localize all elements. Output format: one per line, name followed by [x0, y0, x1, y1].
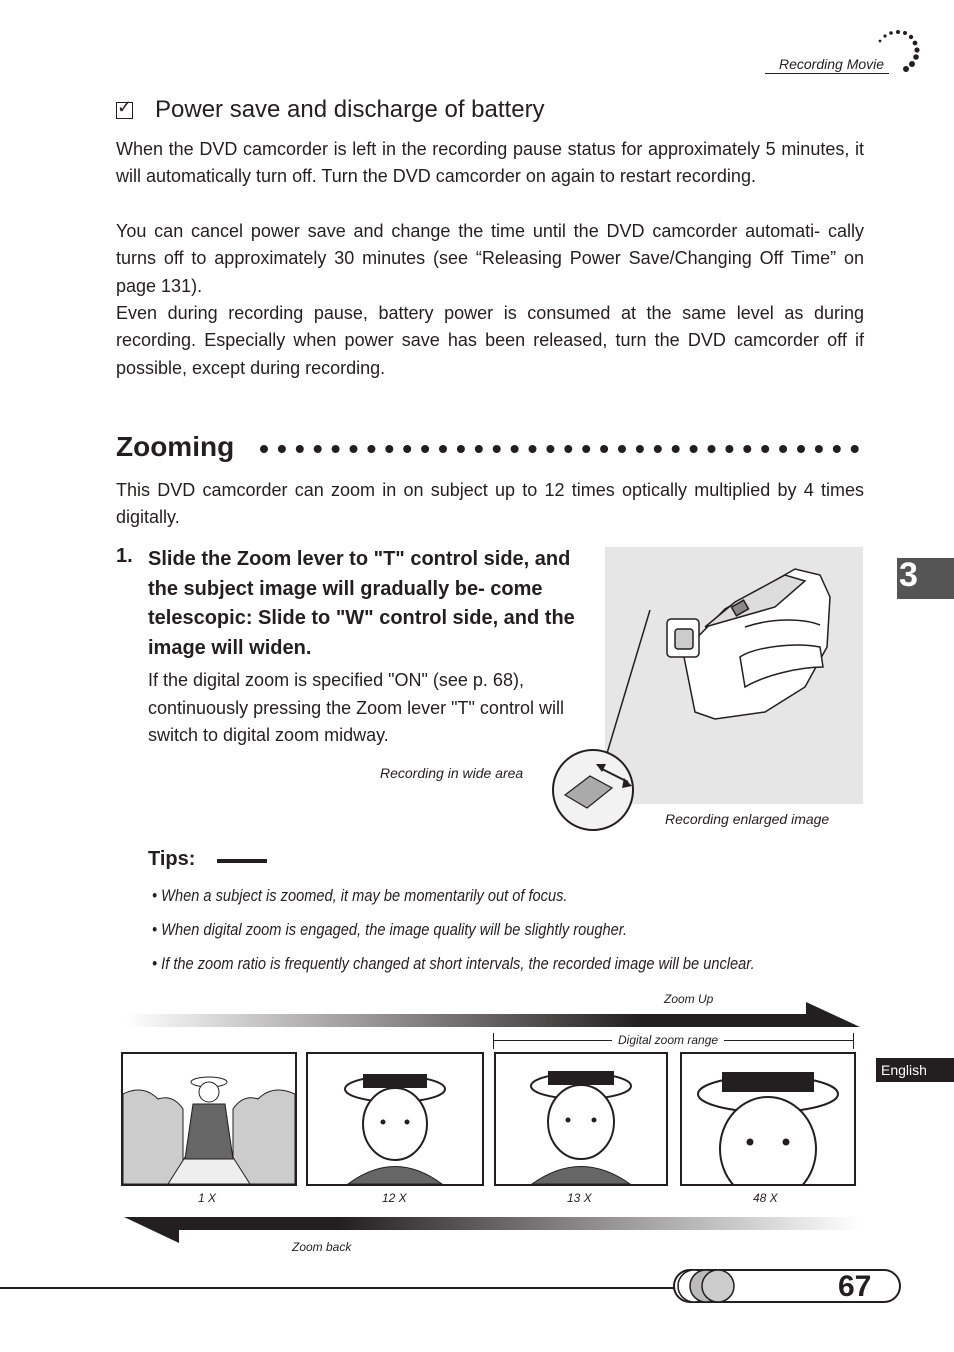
caption-wide: Recording in wide area [380, 765, 524, 781]
tip-item: • When digital zoom is engaged, the image quality will be slightly rougher. [152, 920, 628, 939]
power-save-paragraph-3: Even during recording pause, battery power is consumed at the same level as during recording. Especially when power save has been released, turn the DVD camcorder off if possible, except during recording. [116, 303, 864, 378]
leader-dot [332, 445, 340, 453]
leader-dot [797, 445, 805, 453]
leader-dot [815, 445, 823, 453]
power-save-paragraph-1: When the DVD camcorder is left in the recording pause status for approximately 5 minutes, it will automatically turn off. Turn the DVD camcorder on again to restart recording. [116, 139, 864, 187]
leader-dot [350, 445, 358, 453]
leader-dot [600, 445, 608, 453]
leader-dot [421, 445, 429, 453]
checkbox-icon [116, 102, 133, 119]
zoom-label-48x: 48 X [753, 1191, 778, 1205]
zoom-up-label: Zoom Up [664, 992, 714, 1006]
leader-dot [314, 445, 322, 453]
leader-dot [582, 445, 590, 453]
leader-dot [457, 445, 465, 453]
leader-dot [672, 445, 680, 453]
tips-rule [217, 859, 267, 863]
leader-dot [385, 445, 393, 453]
leader-dot [260, 445, 268, 453]
leader-dot [529, 445, 537, 453]
zooming-intro: This DVD camcorder can zoom in on subject up to 12 times optically multiplied by 4 times digitally. [116, 480, 864, 528]
zoom-label-12x: 12 X [382, 1191, 407, 1205]
leader-dot [618, 445, 626, 453]
language-tab: English [876, 1058, 954, 1082]
leader-dot [743, 445, 751, 453]
leader-dot [278, 445, 286, 453]
girl-large-icon [682, 1054, 854, 1184]
digital-range-tick-right [853, 1033, 854, 1049]
leader-dot [690, 445, 698, 453]
power-save-heading [116, 96, 545, 124]
girl-small-icon [123, 1054, 295, 1184]
zoom-back-label: Zoom back [292, 1240, 352, 1254]
leader-dot [779, 445, 787, 453]
zoom-up-arrow [126, 1000, 862, 1030]
leader-dot [367, 445, 375, 453]
tips-heading: Tips: [148, 848, 196, 870]
leader-dot [546, 445, 554, 453]
step-number: 1. [116, 545, 133, 567]
girl-medium-icon [308, 1054, 482, 1184]
chapter-number: 3 [899, 556, 918, 594]
zoom-frame-12x [306, 1052, 484, 1186]
title-dot-leader [260, 436, 866, 460]
girl-medium-icon [496, 1054, 666, 1184]
leader-dot [564, 445, 572, 453]
zoom-lever-callout [550, 600, 670, 850]
leader-dot [725, 445, 733, 453]
leader-dot [403, 445, 411, 453]
power-save-title: Power save and discharge of battery [155, 96, 545, 123]
zoom-frame-48x [680, 1052, 856, 1186]
leader-dot [475, 445, 483, 453]
zooming-title: Zooming [116, 431, 235, 462]
footer-rule [0, 1287, 690, 1289]
zoom-frame-1x [121, 1052, 297, 1186]
running-header: Recording Movie [779, 56, 885, 72]
tip-item: • When a subject is zoomed, it may be momentarily out of focus. [152, 886, 568, 905]
header-ring-icon [868, 26, 924, 76]
leader-dot [851, 445, 859, 453]
tip-item: • If the zoom ratio is frequently changed at short intervals, the recorded image will be unclear. [152, 954, 755, 973]
leader-dot [493, 445, 501, 453]
leader-dot [636, 445, 644, 453]
zoom-label-1x: 1 X [198, 1191, 217, 1205]
step-note: If the digital zoom is specified "ON" (see p. 68), continuously pressing the Zoom lever "T" control will switch to digital zoom midway. [148, 670, 564, 745]
page-number: 67 [838, 1270, 872, 1303]
zoom-label-13x: 13 X [567, 1191, 592, 1205]
zoom-back-arrow [124, 1214, 860, 1246]
digital-range-tick-left [493, 1033, 494, 1049]
digital-range-label: Digital zoom range [612, 1033, 724, 1047]
leader-dot [296, 445, 304, 453]
leader-dot [439, 445, 447, 453]
zoom-frame-13x [494, 1052, 668, 1186]
caption-enlarged: Recording enlarged image [665, 811, 830, 827]
leader-dot [511, 445, 519, 453]
leader-dot [708, 445, 716, 453]
leader-dot [833, 445, 841, 453]
step-instruction: Slide the Zoom lever to "T" control side, and the subject image will gradually be- come telescopic: Slide to "W" control side, and the image will widen. [148, 548, 575, 659]
leader-dot [654, 445, 662, 453]
leader-dot [761, 445, 769, 453]
power-save-paragraph-2: You can cancel power save and change the time until the DVD camcorder automati- cally turns off to approximately 30 minutes (see “Releasing Power Save/Changing Off Time” on page 131). [116, 221, 864, 296]
